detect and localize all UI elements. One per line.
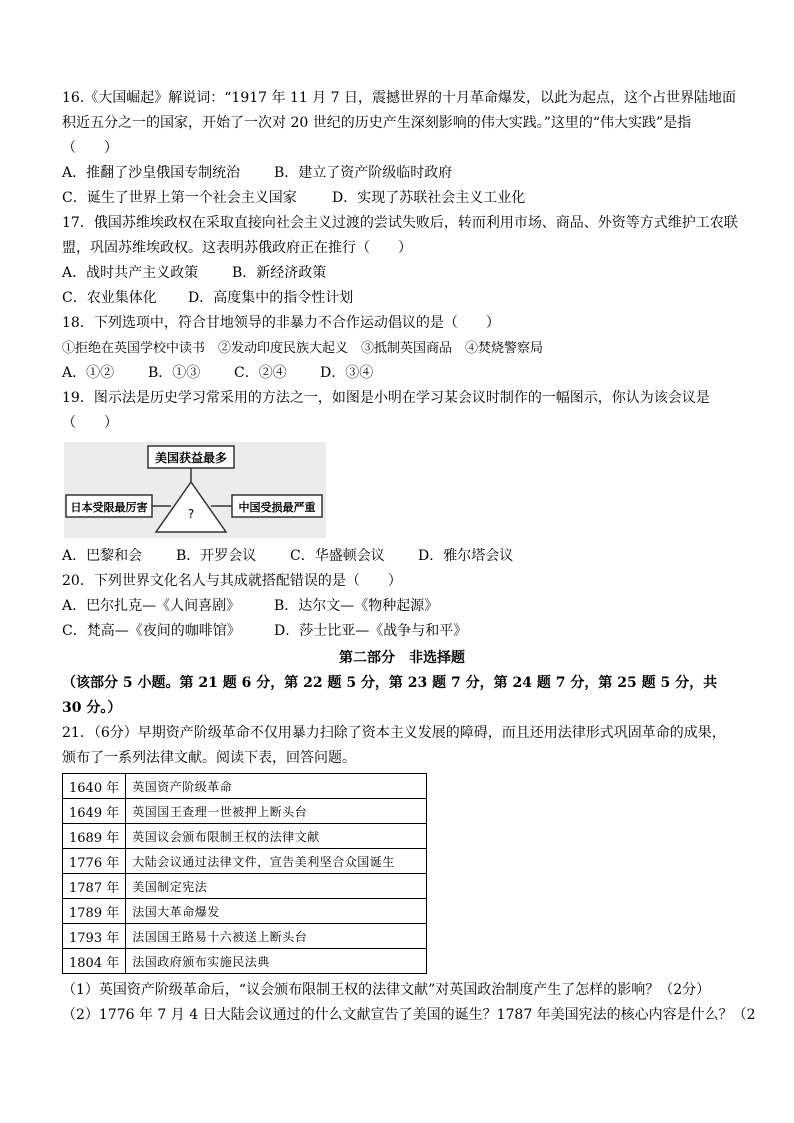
table-row: [63, 824, 427, 849]
question-21: [62, 721, 756, 1028]
table-cell-year: 1789 年: [63, 899, 126, 924]
option-a: A．战时共产主义政策: [62, 265, 199, 281]
question-stem: 20．下列世界文化名人与其成就搭配错误的是（ ）: [62, 573, 402, 589]
question-stem: 21．（6分）早期资产阶级革命不仅用暴力扫除了资本主义发展的障碍，而且还用法律形式巩固革命的成果，: [62, 725, 726, 741]
option-c: C．华盛顿会议: [290, 548, 385, 564]
option-a: A．①②: [62, 365, 115, 381]
question-stem: 16.《大国崛起》解说词：“1917 年 11 月 7 日，震撼世界的十月革命爆发，以此为起点，这个占世界陆地面: [62, 90, 737, 106]
table-cell-event: 法国国王路易十六被送上断头台: [126, 924, 427, 949]
table-row: [63, 949, 427, 974]
option-c: C．梵高—《夜间的咖啡馆》: [62, 623, 241, 639]
option-a: A．巴尔扎克—《人间喜剧》: [62, 598, 241, 614]
table-cell-event: 英国资产阶级革命: [126, 774, 427, 799]
table-cell-event: 英国国王查理一世被押上断头台: [126, 799, 427, 824]
table-row: [63, 774, 427, 799]
conference-diagram: [64, 442, 326, 538]
question-18: [62, 311, 742, 386]
exam-page: [62, 86, 756, 1028]
question-stem: 19．图示法是历史学习常采用的方法之一，如图是小明在学习某会议时制作的一幅图示，你认为该会议是: [62, 390, 710, 406]
table-cell-year: 1787 年: [63, 874, 126, 899]
table-row: [63, 899, 427, 924]
table-row: [63, 874, 427, 899]
events-table: [62, 773, 427, 974]
diagram-left-label: 日本受限最厉害: [70, 501, 148, 514]
table-row: [63, 924, 427, 949]
section-title: 第二部分 非选择题: [339, 650, 465, 666]
section-note: 30 分。）: [62, 700, 122, 716]
table-row: [63, 799, 427, 824]
answer-paren: （ ）: [62, 415, 118, 431]
diagram-center-label: ?: [187, 507, 195, 521]
question-stem: 颁布了一系列法律文献。阅读下表，回答问题。: [62, 750, 356, 766]
table-cell-year: 1649 年: [63, 799, 126, 824]
question-20: [62, 569, 742, 644]
table-cell-year: 1776 年: [63, 849, 126, 874]
table-cell-year: 1793 年: [63, 924, 126, 949]
option-b: B．新经济政策: [232, 265, 327, 281]
table-row: [63, 849, 427, 874]
table-cell-year: 1804 年: [63, 949, 126, 974]
question-stem: 18．下列选项中，符合甘地领导的非暴力不合作运动倡议的是（ ）: [62, 315, 500, 331]
table-cell-event: 法国政府颁布实施民法典: [126, 949, 427, 974]
question-stem: 积近五分之一的国家，开始了一次对 20 世纪的历史产生深刻影响的伟大实践。”这里的“伟大实践”是指: [62, 115, 692, 131]
option-d: D．雅尔塔会议: [418, 548, 514, 564]
question-19: [62, 386, 742, 569]
table-cell-event: 英国议会颁布限制王权的法律文献: [126, 824, 427, 849]
option-b: B．①③: [148, 365, 201, 381]
option-c: C．农业集体化: [62, 290, 157, 306]
option-a: A．巴黎和会: [62, 548, 143, 564]
option-d: D．实现了苏联社会主义工业化: [332, 190, 526, 206]
question-16: [62, 86, 742, 211]
option-d: D．③④: [320, 365, 374, 381]
sub-question-1: （1）英国资产阶级革命后，“议会颁布限制王权的法律文献”对英国政治制度产生了怎样的影响？（2分）: [62, 982, 711, 998]
events-table-body: [63, 774, 427, 974]
table-cell-year: 1689 年: [63, 824, 126, 849]
table-cell-event: 法国大革命爆发: [126, 899, 427, 924]
sub-question-2: （2）1776 年 7 月 4 日大陆会议通过的什么文献宣告了美国的诞生？1787 年美国宪法的核心内容是什么？（2: [62, 1007, 756, 1023]
table-cell-event: 美国制定宪法: [126, 874, 427, 899]
diagram-right-label: 中国受损最严重: [238, 501, 316, 514]
statement-items: ①拒绝在英国学校中读书 ②发动印度民族大起义 ③抵制英国商品 ④焚烧警察局: [62, 341, 544, 356]
diagram-svg: [64, 442, 326, 538]
option-d: D．高度集中的指令性计划: [188, 290, 354, 306]
table-cell-event: 大陆会议通过法律文件，宣告美利坚合众国诞生: [126, 849, 427, 874]
option-c: C．诞生了世界上第一个社会主义国家: [62, 190, 297, 206]
option-b: B．开罗会议: [176, 548, 257, 564]
option-c: C．②④: [234, 365, 287, 381]
question-stem: 盟，巩固苏维埃政权。这表明苏俄政府正在推行（ ）: [62, 240, 412, 256]
diagram-top-label: 美国获益最多: [154, 451, 228, 465]
option-a: A．推翻了沙皇俄国专制统治: [62, 165, 241, 181]
question-17: [62, 211, 742, 311]
table-cell-year: 1640 年: [63, 774, 126, 799]
answer-paren: （ ）: [62, 140, 118, 156]
option-b: B．建立了资产阶级临时政府: [274, 165, 453, 181]
option-b: B．达尔文—《物种起源》: [274, 598, 439, 614]
section-note: （该部分 5 小题。第 21 题 6 分，第 22 题 5 分，第 23 题 7 分，第 24 题 7 分，第 25 题 5 分，共: [62, 675, 718, 691]
option-d: D．莎士比亚—《战争与和平》: [274, 623, 468, 639]
question-stem: 17．俄国苏维埃政权在采取直接向社会主义过渡的尝试失败后，转而利用市场、商品、外资等方式维护工农联: [62, 215, 738, 231]
